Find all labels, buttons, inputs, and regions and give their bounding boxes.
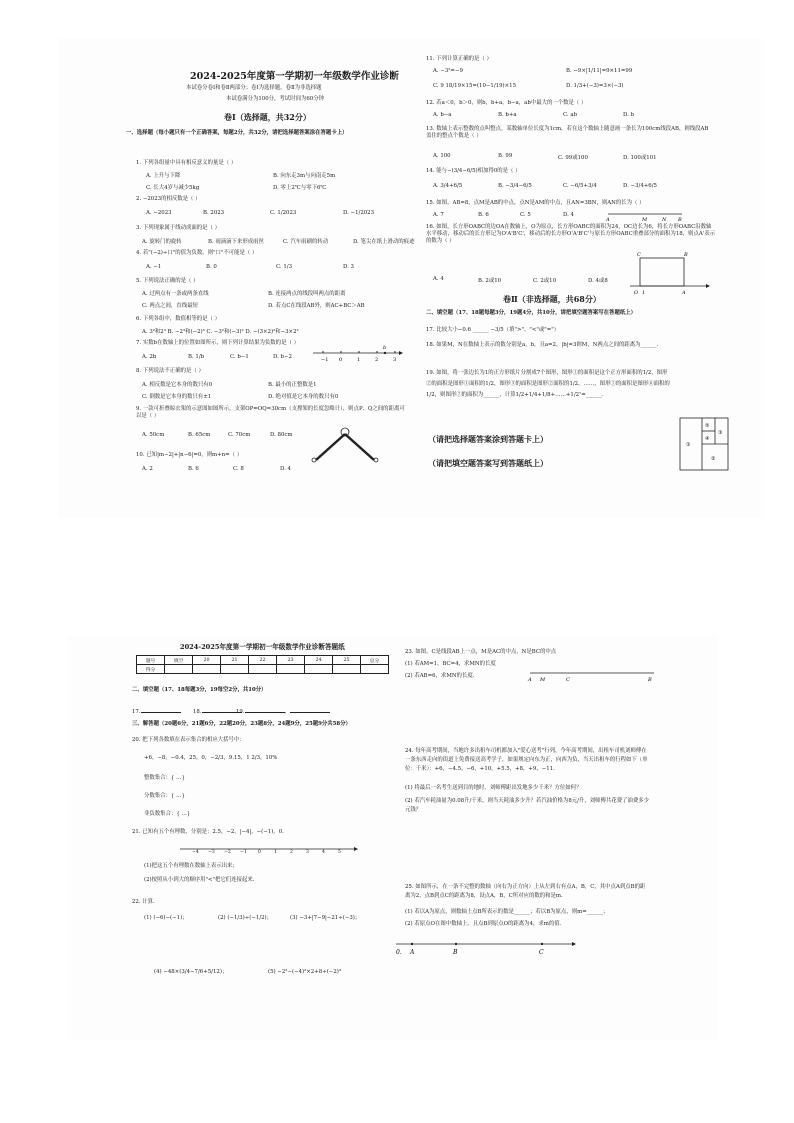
- option: A. 2b: [142, 354, 157, 360]
- svg-text:0.: 0.: [396, 949, 402, 956]
- option: C. 1/3: [276, 264, 293, 270]
- calc-3: (3) −3+|7−9|−21÷(−3)；: [290, 915, 361, 921]
- option: D. 100或101: [623, 155, 657, 161]
- question-14: 14. 能与−(3/4−6/5)相加得0的是（ ）: [426, 168, 521, 174]
- svg-text:B: B: [648, 677, 652, 683]
- question-18: 18. 如果M，N在数轴上表示的数分别是a，b，且a=2，|b|=3则M，N两点之间的距离为______.: [426, 342, 659, 348]
- option: B. 6: [188, 466, 199, 472]
- rectangle-figure: [630, 252, 710, 296]
- svg-text:B: B: [678, 217, 682, 223]
- options-6: A. 3²和2³ B. −2³和(−2)³ C. −3²和(−3)² D. −(3×2)²和−3×2²: [142, 329, 299, 335]
- svg-text:1: 1: [642, 290, 646, 296]
- question-20: 20. 把下列各数填在表示集合的相应大括号中：: [132, 737, 245, 743]
- option: A. −1: [146, 264, 162, 270]
- option: D. b: [623, 112, 635, 118]
- svg-text:②: ②: [711, 456, 716, 462]
- option: C. 99或100: [558, 155, 588, 161]
- svg-text:2: 2: [375, 357, 379, 363]
- svg-text:A: A: [682, 290, 686, 296]
- option: A. −3²=−9: [433, 68, 463, 74]
- option: A. 50cm: [142, 432, 165, 438]
- number-line-figure: [313, 343, 403, 365]
- score-cell[interactable]: [305, 665, 333, 674]
- question-16: 16. 如图，长方形OABC的边OA在数轴上，O为原点，长方形OABC的面积为24，OC边长为6，将长方形OABC沿数轴水平移动，移动后的长方形记为O'A'B'C'，移动后的长方形O'A'B'C'与原长方形OABC重叠部分的面积为18，则点A'表示的数为（ ）: [426, 224, 716, 244]
- svg-text:O: O: [634, 290, 639, 296]
- score-cell[interactable]: [193, 665, 221, 674]
- svg-text:b: b: [383, 345, 387, 351]
- option: C. 长大4岁与减少5kg: [146, 185, 200, 191]
- section-2-answer: 二、填空题（17、18每题3分，19每空2分，共10分）: [132, 687, 267, 693]
- svg-text:1: 1: [357, 357, 361, 363]
- score-cell[interactable]: [333, 665, 361, 674]
- integer-set[interactable]: 整数集合：{ …}: [144, 775, 185, 781]
- option: A. 上升与下降: [146, 173, 181, 179]
- question-24-part-1: (1) 将最后一名考生送到目的地时，刘师傅距出发地多少千米？方位如何？: [405, 785, 582, 791]
- option: D. 4: [563, 212, 574, 218]
- option: C. 倒数是它本身的数只有±1: [142, 394, 212, 400]
- question-21-part-1: (1)把这五个有理数在数轴上表示出来；: [144, 863, 238, 869]
- option: C. 1/2023: [270, 210, 297, 216]
- option: B. 6: [478, 212, 489, 218]
- question-8: 8. 下列说法不正确的是（ ）: [136, 368, 204, 374]
- option: B. 连接两点的线段叫两点的距离: [268, 291, 346, 297]
- svg-text:−1: −1: [321, 357, 329, 363]
- table-cell: 题号: [137, 656, 165, 665]
- calc-2: (2) (−1/3)÷(−1/2)；: [218, 915, 273, 921]
- option: D. 80cm: [270, 432, 293, 438]
- question-23: 23. 如图，C是线段AB上一点，M是AC的中点，N是BC的中点: [405, 649, 557, 655]
- tick-label: −4: [192, 850, 199, 855]
- tick-label: 3: [306, 850, 309, 855]
- exam-info-1: 本试卷分卷Ⅰ和卷Ⅱ两部分；卷Ⅰ为选择题，卷Ⅱ为非选择题: [186, 85, 322, 91]
- svg-text:C: C: [566, 677, 570, 683]
- option: C. ab: [563, 112, 578, 118]
- table-cell: 21: [221, 656, 249, 665]
- option: B. 最小的正整数是1: [268, 382, 317, 388]
- tick-label: −1: [240, 850, 247, 855]
- option: B. 向东走3m与向南走5m: [273, 173, 336, 179]
- answer-title: 2024-2025年度第一学期初一年级数学作业诊断答题纸: [180, 643, 345, 651]
- option: A. 旋转门的旋转: [142, 239, 182, 245]
- svg-text:③: ③: [718, 430, 723, 436]
- table-cell: 得分: [137, 665, 165, 674]
- option: D. 3: [343, 264, 354, 270]
- calc-5: (5) −2²−(−4)²×2+8÷(−2)³: [268, 969, 342, 975]
- option: D. 若点C在线段AB外，则AC+BC＞AB: [268, 303, 365, 309]
- option: C. −6/5+3/4: [563, 183, 597, 189]
- question-12: 12. 若a＜0，b＞0，则b，b+a，b−a，ab中最大的一个数是（ ）: [426, 100, 587, 106]
- option: C. 8: [233, 466, 244, 472]
- calc-4: (4) −48×(3/4−7/6+5/12)；: [154, 969, 228, 975]
- svg-text:C: C: [637, 252, 641, 258]
- question-4: 4. 若"(−2)÷口"的值为负数，则"口"不可能是（ ）: [136, 250, 258, 256]
- exam-info-2: 本试卷满分为100分，考试时间为60分钟: [226, 96, 325, 102]
- question-6: 6. 下列各组中，数值相等的是（ ）: [136, 316, 221, 322]
- svg-text:C: C: [539, 949, 544, 956]
- fraction-set[interactable]: 分数集合：{ …}: [144, 793, 185, 799]
- option: B. −3/4−6/5: [498, 183, 532, 189]
- question-2: 2. −2023的相反数是（ ）: [136, 196, 201, 202]
- question-23-part-1: (1) 若AM=1，BC=4，求MN的长度: [405, 661, 496, 667]
- tick-label: 4: [322, 850, 325, 855]
- option: B. −9×|1/11|=9×11=99: [566, 68, 633, 74]
- option: B. 1/b: [188, 354, 205, 360]
- question-22: 22. 计算.: [132, 899, 155, 905]
- axis-labels: [180, 841, 360, 861]
- question-17: 17. 比较大小−0.6 ______ −3/5（填">"、"<"或"="）: [426, 327, 560, 333]
- svg-text:N: N: [662, 217, 667, 223]
- option: C. b−1: [230, 354, 249, 360]
- svg-text:M: M: [540, 677, 546, 683]
- svg-text:3: 3: [393, 357, 397, 363]
- option: A. 100: [433, 153, 451, 159]
- blank-18[interactable]: 18.: [193, 707, 242, 716]
- question-9: 9. 一款可折叠晾衣架的示意图如图所示，支架OP=OQ=30cm（支撑架的长度忽略计），则点P、Q之间的距离可以是（ ）: [136, 406, 405, 419]
- exam-title: 2024-2025年度第一学期初一年级数学作业诊断: [190, 71, 399, 82]
- option: D. 1/3+(−3)=3×(−3): [566, 83, 624, 89]
- question-25-part-2: (2) 若原点O在图中数轴上，且点B到原点O的距离为4，求m的值.: [405, 921, 562, 927]
- svg-text:A: A: [528, 677, 532, 683]
- table-cell: 填空: [165, 656, 193, 665]
- option: B. 2或10: [478, 278, 502, 284]
- svg-text:0: 0: [339, 357, 343, 363]
- section-3-answer: 三、解答题（20题6分，21题6分，22题20分，23题8分，24题9分，25题9分共58分）: [132, 721, 351, 727]
- tick-label: 2: [290, 850, 293, 855]
- segment-figure: [606, 208, 686, 222]
- question-21-part-2: (2)按照从小到大的顺序用"<"把它们连接起来.: [144, 877, 255, 883]
- table-cell: 20: [193, 656, 221, 665]
- tick-label: −2: [224, 850, 231, 855]
- question-23-part-2: (2) 若AB=6，求MN的长度.: [405, 673, 475, 679]
- score-cell[interactable]: [221, 665, 249, 674]
- volume-1-title: 卷Ⅰ（选择题，共32分）: [224, 112, 311, 122]
- question-5: 5. 下列说法正确的是（ ）: [136, 278, 199, 284]
- score-table: [136, 655, 389, 674]
- option: B. 99: [498, 153, 513, 159]
- question-7: 7. 实数b在数轴上的位置如图所示，则下列计算结果为负数的是（ ）: [136, 340, 299, 346]
- option: B. 2023: [203, 210, 225, 216]
- volume-2-title: 卷Ⅱ（非选择题，共68分）: [503, 294, 601, 304]
- table-cell: 总分: [361, 656, 389, 665]
- answer-sheet: [68, 635, 718, 1040]
- svg-text:④: ④: [705, 436, 710, 442]
- tick-label: −3: [208, 850, 215, 855]
- section-2-title: 二、填空题（17、18题每题3分，19题4分，共10分，请把填空题答案写在答题纸上）: [426, 310, 637, 316]
- question-19: 19. 如图，将一张边长为1的正方形纸片分割成7个图形，图形①的面积是这个正方形面积的1/2，图形②的面积是图形①面积的1/2，图形③的面积是图形②面积的1/2，……，图形⑦的面积是图形⑥面积的1/2，则图形⑦的面积为______，计算1/2+1/4+1/8+……+1/2⁷=______.: [426, 370, 670, 398]
- question-21: 21. 已知有五个有理数，分别是：2.5，−2，|−4|，−(−1)，0.: [132, 829, 284, 835]
- option: B. 雨滴滴下来形成雨丝: [208, 239, 264, 245]
- question-24-part-2: (2) 若汽车耗油量为0.08升/千米，则当天耗油多少升？若汽油价格为8元/升，刘师傅共花费了油费多少元钱？: [405, 798, 650, 813]
- drying-rack-figure: [310, 426, 380, 466]
- svg-text:A: A: [410, 949, 415, 956]
- option: D. 零上2℃与零下6℃: [273, 185, 327, 191]
- question-24: 24. 每年高考期间，当地许多出租车司机都加入"爱心送考"行列，今年高考期间，出租车司机刘师傅在一条东西走向的街道上免费接送高考学子，如果规定向东为正，向西为负，当天出租车的行程如下（单位：千米）：+6，−4.5，−6，+10，+5.5，+8，+9，−11.: [405, 748, 648, 772]
- option: C. 2或10: [533, 278, 557, 284]
- option: A. 2: [142, 466, 153, 472]
- option: C. 5: [520, 212, 531, 218]
- tick-label: 0: [258, 850, 261, 855]
- tick-label: 1: [274, 850, 277, 855]
- option: A. b−a: [433, 112, 452, 118]
- option: B. 65cm: [188, 432, 211, 438]
- note-choice: （请把选择题答案涂到答题卡上）: [428, 434, 548, 444]
- option: C. 汽车雨刷的转动: [283, 239, 329, 245]
- svg-text:M: M: [642, 217, 648, 223]
- option: D. 绝对值是它本身的数只有0: [268, 394, 339, 400]
- score-cell[interactable]: [277, 665, 305, 674]
- option: A. 相反数是它本身的数只有0: [142, 382, 213, 388]
- question-13: 13. 数轴上表示整数的点叫整点。某数轴单位长度为1cm，若在这个数轴上随意画一条长为100cm线段AB，则线段AB盖住的整点个数是（ ）: [426, 126, 709, 139]
- option: A. 过两点有一条或两条直线: [142, 291, 209, 297]
- calc-1: (1) (−6)−(−1)；: [144, 915, 188, 921]
- question-10: 10. 已知|m−2|+|n−6|=0，则m+n=（ ）: [136, 452, 243, 458]
- option: A. 4: [433, 276, 444, 282]
- option: D. −3/4+6/5: [623, 183, 657, 189]
- number-list: +6，−8，−0.4，25，0，−2/3，9.15，1 2/3，10%: [144, 755, 278, 761]
- square-partition-figure: [678, 416, 732, 474]
- option: D. −1/2023: [343, 210, 375, 216]
- table-cell: 25: [333, 656, 361, 665]
- option: D. b−2: [273, 354, 292, 360]
- section-1-title: 一、选择题（每小题只有一个正确答案，每题2分，共32分，请把选择题答案涂在答题卡上）: [126, 130, 348, 136]
- option: D. 4或8: [588, 278, 608, 284]
- svg-text:①: ①: [686, 442, 691, 448]
- svg-text:B: B: [684, 252, 688, 258]
- tick-label: 5: [338, 850, 341, 855]
- score-cell[interactable]: [361, 665, 389, 674]
- table-cell: 24: [305, 656, 333, 665]
- option: A. 3/4+6/5: [433, 183, 463, 189]
- option: A. −2023: [146, 210, 172, 216]
- option: C. 70cm: [228, 432, 251, 438]
- option: B. 0: [206, 264, 217, 270]
- svg-text:B: B: [453, 949, 458, 956]
- question-15: 15. 如图，AB=8，点M是AB的中点，点N是AM的中点，且AN=3BN，则AN的长为（ ）: [426, 200, 645, 206]
- note-fill: （请把填空题答案写到答题纸上）: [428, 458, 548, 468]
- option: A. 7: [433, 212, 444, 218]
- table-cell: 23: [277, 656, 305, 665]
- blank-17[interactable]: 17.: [132, 707, 181, 716]
- question-25-part-1: (1) 若以A为原点，则数轴上点B所表示的数是______；若以B为原点，则m=______；: [405, 909, 609, 915]
- question-3: 3. 下列现象属于线动成面的是（ ）: [136, 225, 221, 231]
- blank-19[interactable]: 19. ，: [236, 707, 330, 716]
- number-line-25: [396, 938, 576, 958]
- option: B. b+a: [498, 112, 517, 118]
- segment-figure-23: [528, 669, 658, 685]
- question-11: 11. 下列计算正确的是（ ）: [426, 56, 492, 62]
- score-cell[interactable]: [165, 665, 193, 674]
- question-25: 25. 如图所示，在一条不完整的数轴（向右为正方向）上从左到右有点A，B，C，其中点A到点B的距离为2，点B到点C的距离为8，设点A，B，C所对应的数的和是m.: [405, 884, 646, 899]
- option: D. 4: [280, 466, 291, 472]
- question-sheet: [58, 38, 764, 518]
- option: C. 9 18/19×15=(10−1/19)×15: [433, 83, 516, 89]
- svg-text:⑤: ⑤: [705, 423, 710, 429]
- score-cell[interactable]: [249, 665, 277, 674]
- svg-text:A: A: [606, 217, 610, 223]
- question-1: 1. 下列各组量中具有相反意义的量是（ ）: [136, 160, 237, 166]
- nonnegative-set[interactable]: 非负数集合：{ …}: [144, 811, 191, 817]
- option: C. 两点之间，直线最短: [142, 303, 198, 309]
- table-cell: 22: [249, 656, 277, 665]
- option: D. 笔尖在纸上滑动的痕迹: [353, 239, 415, 245]
